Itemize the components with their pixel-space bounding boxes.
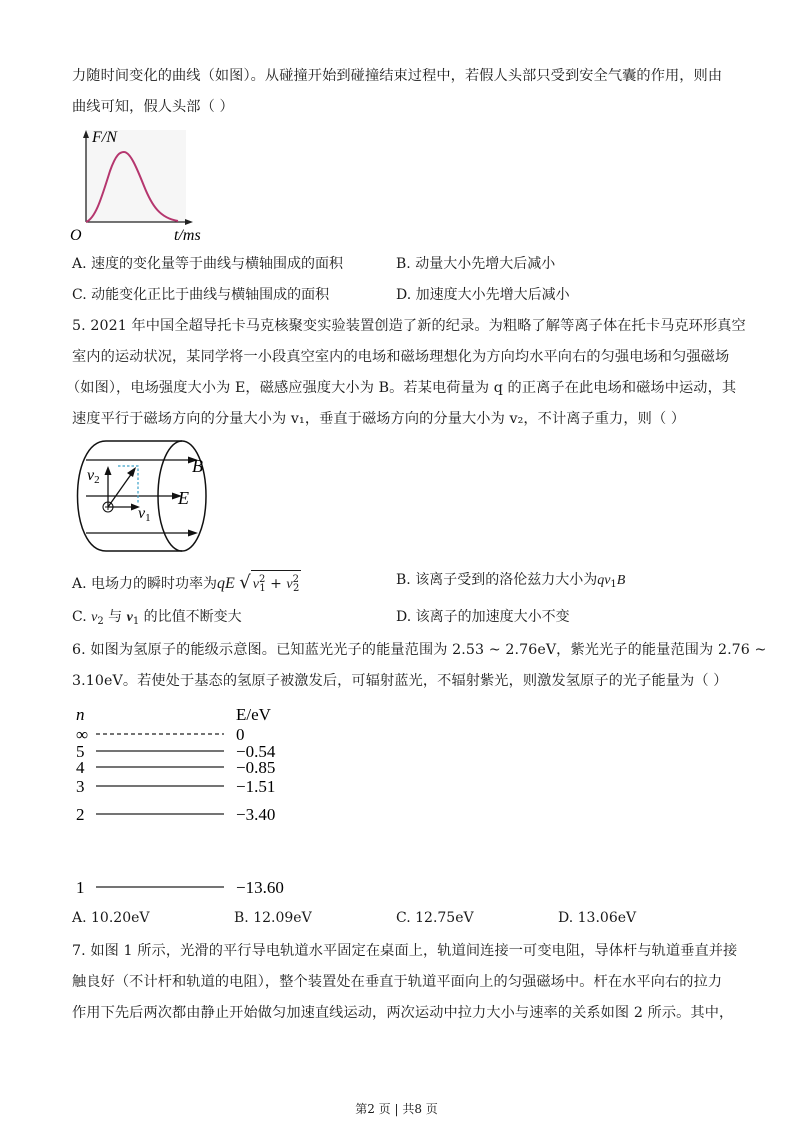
- q6-option-a[interactable]: [72, 908, 150, 928]
- option-label: C.: [396, 910, 411, 926]
- subscript: 1: [610, 579, 617, 590]
- option-text: 电场力的瞬时功率为: [91, 576, 218, 592]
- q5-cylinder-field-diagram: [70, 438, 230, 556]
- e-label: E: [178, 488, 189, 508]
- level-energy-label: −3.40: [236, 805, 276, 824]
- subscript: 2: [292, 583, 300, 594]
- q6-stem-line-1: 6. 如图为氢原子的能级示意图。已知蓝光光子的能量范围为 2.53 ~ 2.76eV，紫光光子的能量范围为 2.76 ~: [72, 642, 767, 658]
- option-text: 与: [108, 609, 123, 625]
- q4-stem-line-2: 曲线可知，假人头部（ ）: [72, 99, 234, 115]
- option-text: 加速度大小先增大后减小: [415, 287, 570, 303]
- arrow-head-icon: [105, 466, 112, 475]
- q5-stem-line-4: 速度平行于磁场方向的分量大小为 v₁，垂直于磁场方向的分量大小为 v₂，不计离子重力，则（ ）: [72, 411, 686, 427]
- level-energy-label: 0: [236, 725, 245, 744]
- q4-option-d[interactable]: [396, 285, 570, 305]
- option-text: 13.06eV: [577, 910, 637, 926]
- subscript: 1: [259, 583, 266, 594]
- q6-option-d[interactable]: [558, 908, 636, 928]
- formula-v1: v: [126, 610, 133, 625]
- v2-label: v2: [87, 467, 100, 486]
- option-text: 动量大小先增大后减小: [415, 256, 556, 272]
- formula-term: v: [286, 577, 293, 592]
- q6-stem-line-2: 3.10eV。若使处于基态的氢原子被激发后，可辐射蓝光，不辐射紫光，则激发氢原子的光子能量为（ ）: [72, 673, 728, 689]
- level-energy-label: −1.51: [236, 777, 276, 796]
- level-n-label: 1: [76, 878, 85, 897]
- option-text: 12.09eV: [253, 910, 312, 926]
- level-energy-label: −0.85: [236, 758, 276, 777]
- subscript: 1: [132, 616, 140, 627]
- level-n-label: 3: [76, 777, 85, 796]
- q5-stem-line-3: （如图），电场强度大小为 E，磁感应强度大小为 B。若某电荷量为 q 的正离子在此电场和磁场中运动，其: [66, 380, 737, 396]
- v1-label: v1: [138, 505, 151, 524]
- q7-stem-line-1: 7. 如图 1 所示，光滑的平行导电轨道水平固定在桌面上，轨道间连接一可变电阻，导体杆与轨道垂直并接: [72, 943, 738, 959]
- energy-header: E/eV: [236, 705, 271, 724]
- option-text: 该离子受到的洛伦兹力大小为: [415, 572, 598, 588]
- option-text: 12.75eV: [415, 910, 474, 926]
- q5-option-b[interactable]: [396, 570, 625, 595]
- formula-qe: qE: [217, 575, 235, 592]
- velocity-arrow: [108, 473, 132, 507]
- q4-force-time-graph: [66, 126, 226, 244]
- option-text: 10.20eV: [91, 910, 150, 926]
- option-label: B.: [234, 910, 249, 926]
- level-n-label: 5: [76, 742, 85, 761]
- q6-option-b[interactable]: [234, 908, 312, 928]
- q7-stem-line-2: 触良好（不计杆和轨道的电阻），整个装置处在垂直于轨道平面向上的匀强磁场中。杆在水平向右的拉力: [72, 974, 723, 990]
- subscript: 2: [97, 616, 104, 627]
- option-label: A.: [72, 576, 87, 592]
- option-text: 动能变化正比于曲线与横轴围成的面积: [91, 287, 330, 303]
- option-text: 该离子的加速度大小不变: [415, 609, 570, 625]
- q4-stem-line-1: 力随时间变化的曲线（如图）。从碰撞开始到碰撞结束过程中，若假人头部只受到安全气囊的作用，则由: [72, 68, 723, 84]
- sqrt-expression: √ $v^2_1 + v^2_2$: [239, 570, 301, 598]
- option-text: 的比值不断变大: [143, 609, 242, 625]
- arrow-head-icon: [188, 530, 198, 537]
- formula-v2: v: [91, 610, 98, 625]
- x-axis-label: t/ms: [174, 227, 201, 244]
- q5-stem-line-1: 5. 2021 年中国全超导托卡马克核聚变实验装置创造了新的纪录。为粗略了解等离子体在托卡马克环形真空: [72, 318, 746, 334]
- option-label: B.: [396, 572, 411, 588]
- option-label: D.: [396, 609, 412, 625]
- level-n-label: ∞: [76, 725, 89, 744]
- q4-option-b[interactable]: [396, 254, 555, 274]
- q5-option-a[interactable]: [72, 570, 301, 598]
- n-header: n: [76, 705, 85, 724]
- arrow-head-icon: [127, 467, 136, 477]
- option-text: 速度的变化量等于曲线与横轴围成的面积: [91, 256, 344, 272]
- option-label: C.: [72, 287, 87, 303]
- q4-option-a[interactable]: [72, 254, 343, 274]
- q7-stem-line-3: 作用下先后两次都由静止开始做匀加速直线运动，两次运动中拉力大小与速率的关系如图 2 所示。其中，: [72, 1005, 734, 1021]
- origin-label: O: [70, 227, 82, 244]
- option-label: D.: [396, 287, 412, 303]
- formula-term: v: [252, 577, 259, 592]
- plus-sign: +: [270, 576, 282, 592]
- level-energy-label: −13.60: [236, 878, 284, 897]
- q6-energy-level-diagram: [70, 700, 310, 900]
- level-n-label: 4: [76, 758, 85, 777]
- formula-b: B: [616, 573, 626, 588]
- q5-option-c[interactable]: [72, 607, 242, 632]
- b-label: B: [192, 456, 203, 476]
- q4-option-c[interactable]: [72, 285, 329, 305]
- q6-option-c[interactable]: [396, 908, 474, 928]
- option-label: A.: [72, 910, 87, 926]
- formula-qv: qv: [597, 573, 611, 588]
- velocity-dashed-guides: [118, 466, 138, 504]
- superscript: 2: [292, 574, 299, 585]
- y-axis-label: F/N: [92, 129, 117, 146]
- page-footer: 第2 页 | 共8 页: [355, 1102, 438, 1116]
- q5-stem-line-2: 室内的运动状况，某同学将一小段真空室内的电场和磁场理想化为方向均水平向右的匀强电场和匀强磁场: [72, 349, 730, 365]
- level-energy-label: −0.54: [236, 742, 276, 761]
- option-label: D.: [558, 910, 574, 926]
- option-label: B.: [396, 256, 411, 272]
- q5-option-d[interactable]: [396, 607, 570, 627]
- x-axis-arrow-icon: [185, 219, 193, 225]
- option-label: A.: [72, 256, 87, 272]
- level-n-label: 2: [76, 805, 85, 824]
- superscript: 2: [258, 574, 266, 585]
- option-label: C.: [72, 609, 87, 625]
